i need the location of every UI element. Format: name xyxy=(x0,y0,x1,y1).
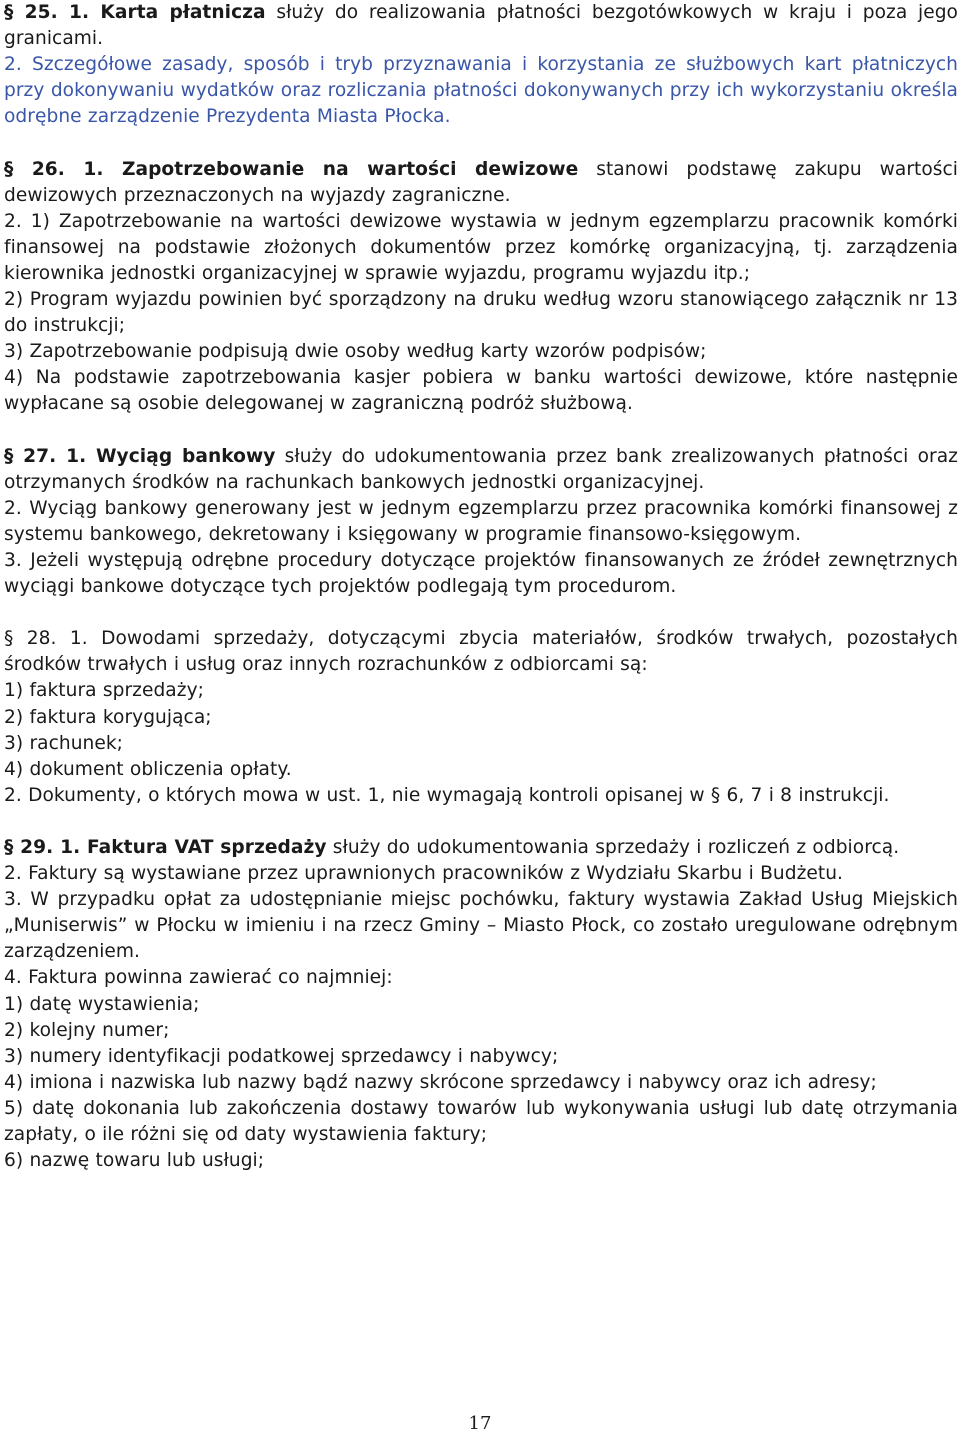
list-item: 2) faktura korygująca; xyxy=(4,706,212,728)
section-26-para-4: 3) Zapotrzebowanie podpisują dwie osoby według karty wzorów podpisów; xyxy=(4,341,707,363)
document-page xyxy=(4,0,958,1440)
section-29-para-4: 4. Faktura powinna zawierać co najmniej: xyxy=(4,967,393,989)
section-29-para-3: 3. W przypadku opłat za udostępnianie miejsc pochówku, faktury wystawia Zakład Usług Miejskich „Muniserwis” w Płocku w imieniu i na rzecz Gminy – Miasto Płock, co zostało uregulowane odrębnym zarządzeniem. xyxy=(4,889,958,963)
section-28-para-2: 2. Dokumenty, o których mowa w ust. 1, nie wymagają kontroli opisanej w § 6, 7 i 8 instrukcji. xyxy=(4,784,890,806)
section-27 xyxy=(4,444,958,601)
section-25-para-1: § 25. 1. Karta płatnicza służy do realizowania płatności bezgotówkowych w kraju i poza jego granicami. xyxy=(4,2,958,50)
list-item: 2) kolejny numer; xyxy=(4,1019,170,1041)
section-27-para-2: 2. Wyciąg bankowy generowany jest w jednym egzemplarzu przez pracownika komórki finansowej z systemu bankowego, dekretowany i księgowany w programie finansowo-księgowym. xyxy=(4,497,958,545)
section-27-heading: § 27. 1. Wyciąg bankowy xyxy=(4,445,276,467)
page-number: 17 xyxy=(468,1413,492,1434)
section-29 xyxy=(4,835,958,1174)
list-item: 4) imiona i nazwiska lub nazwy bądź nazwy skrócone sprzedawcy i nabywcy oraz ich adresy; xyxy=(4,1071,877,1093)
section-28-para-1: § 28. 1. Dowodami sprzedaży, dotyczącymi zbycia materiałów, środków trwałych, pozostałych środków trwałych i usług oraz innych rozrachunków z odbiorcami są: xyxy=(4,628,958,676)
section-25-para-2: 2. Szczegółowe zasady, sposób i tryb przyznawania i korzystania ze służbowych kart płatniczych przy dokonywaniu wydatków oraz rozliczania płatności dokonywanych przy ich wykorzystaniu określa odrębne zarządzenie Prezydenta Miasta Płocka. xyxy=(4,54,958,128)
list-item: 6) nazwę towaru lub usługi; xyxy=(4,1150,265,1172)
section-29-para-2: 2. Faktury są wystawiane przez uprawnionych pracowników z Wydziału Skarbu i Budżetu. xyxy=(4,863,844,885)
section-25 xyxy=(4,0,958,130)
section-27-para-3: 3. Jeżeli występują odrębne procedury dotyczące projektów finansowanych ze źródeł zewnętrznych wyciągi bankowe dotyczące tych projektów podlegają tym procedurom. xyxy=(4,549,958,598)
section-26-para-3: 2) Program wyjazdu powinien być sporządzony na druku według wzoru stanowiącego załącznik nr 13 do instrukcji; xyxy=(4,289,958,337)
section-25-heading: § 25. 1. Karta płatnicza xyxy=(4,2,266,23)
section-26-para-1: § 26. 1. Zapotrzebowanie na wartości dewizowe stanowi podstawę zakupu wartości dewizowych przeznaczonych na wyjazdy zagraniczne. xyxy=(4,158,959,206)
list-item: 3) rachunek; xyxy=(4,732,123,754)
section-29-para-1: § 29. 1. Faktura VAT sprzedaży służy do udokumentowania sprzedaży i rozliczeń z odbiorcą. xyxy=(4,837,900,858)
section-27-para-1: § 27. 1. Wyciąg bankowy służy do udokumentowania przez bank zrealizowanych płatności oraz otrzymanych środków na rachunkach bankowych jednostki organizacyjnej. xyxy=(4,445,958,493)
list-item: 5) datę dokonania lub zakończenia dostawy towarów lub wykonywania usługi lub datę otrzymania zapłaty, o ile różni się od daty wystawienia faktury; xyxy=(4,1097,958,1146)
section-26 xyxy=(4,157,958,418)
section-26-heading: § 26. 1. Zapotrzebowanie na wartości dewizowe xyxy=(4,158,579,180)
list-item: 1) datę wystawienia; xyxy=(4,993,200,1015)
list-item: 4) dokument obliczenia opłaty. xyxy=(4,758,292,780)
section-29-heading: § 29. 1. Faktura VAT sprzedaży xyxy=(4,837,327,858)
section-26-para-5: 4) Na podstawie zapotrzebowania kasjer pobiera w banku wartości dewizowe, które następnie wypłacane są osobie delegowanej w zagraniczną podróż służbową. xyxy=(4,367,958,415)
section-28 xyxy=(4,626,958,809)
section-26-para-2: 2. 1) Zapotrzebowanie na wartości dewizowe wystawia w jednym egzemplarzu pracownik komórki finansowej na podstawie złożonych dokumentów przez komórkę organizacyjną, tj. zarządzenia kierownika jednostki organizacyjnej w sprawie wyjazdu, programu wyjazdu itp.; xyxy=(4,210,958,284)
list-item: 1) faktura sprzedaży; xyxy=(4,680,204,702)
list-item: 3) numery identyfikacji podatkowej sprzedawcy i nabywcy; xyxy=(4,1045,559,1067)
